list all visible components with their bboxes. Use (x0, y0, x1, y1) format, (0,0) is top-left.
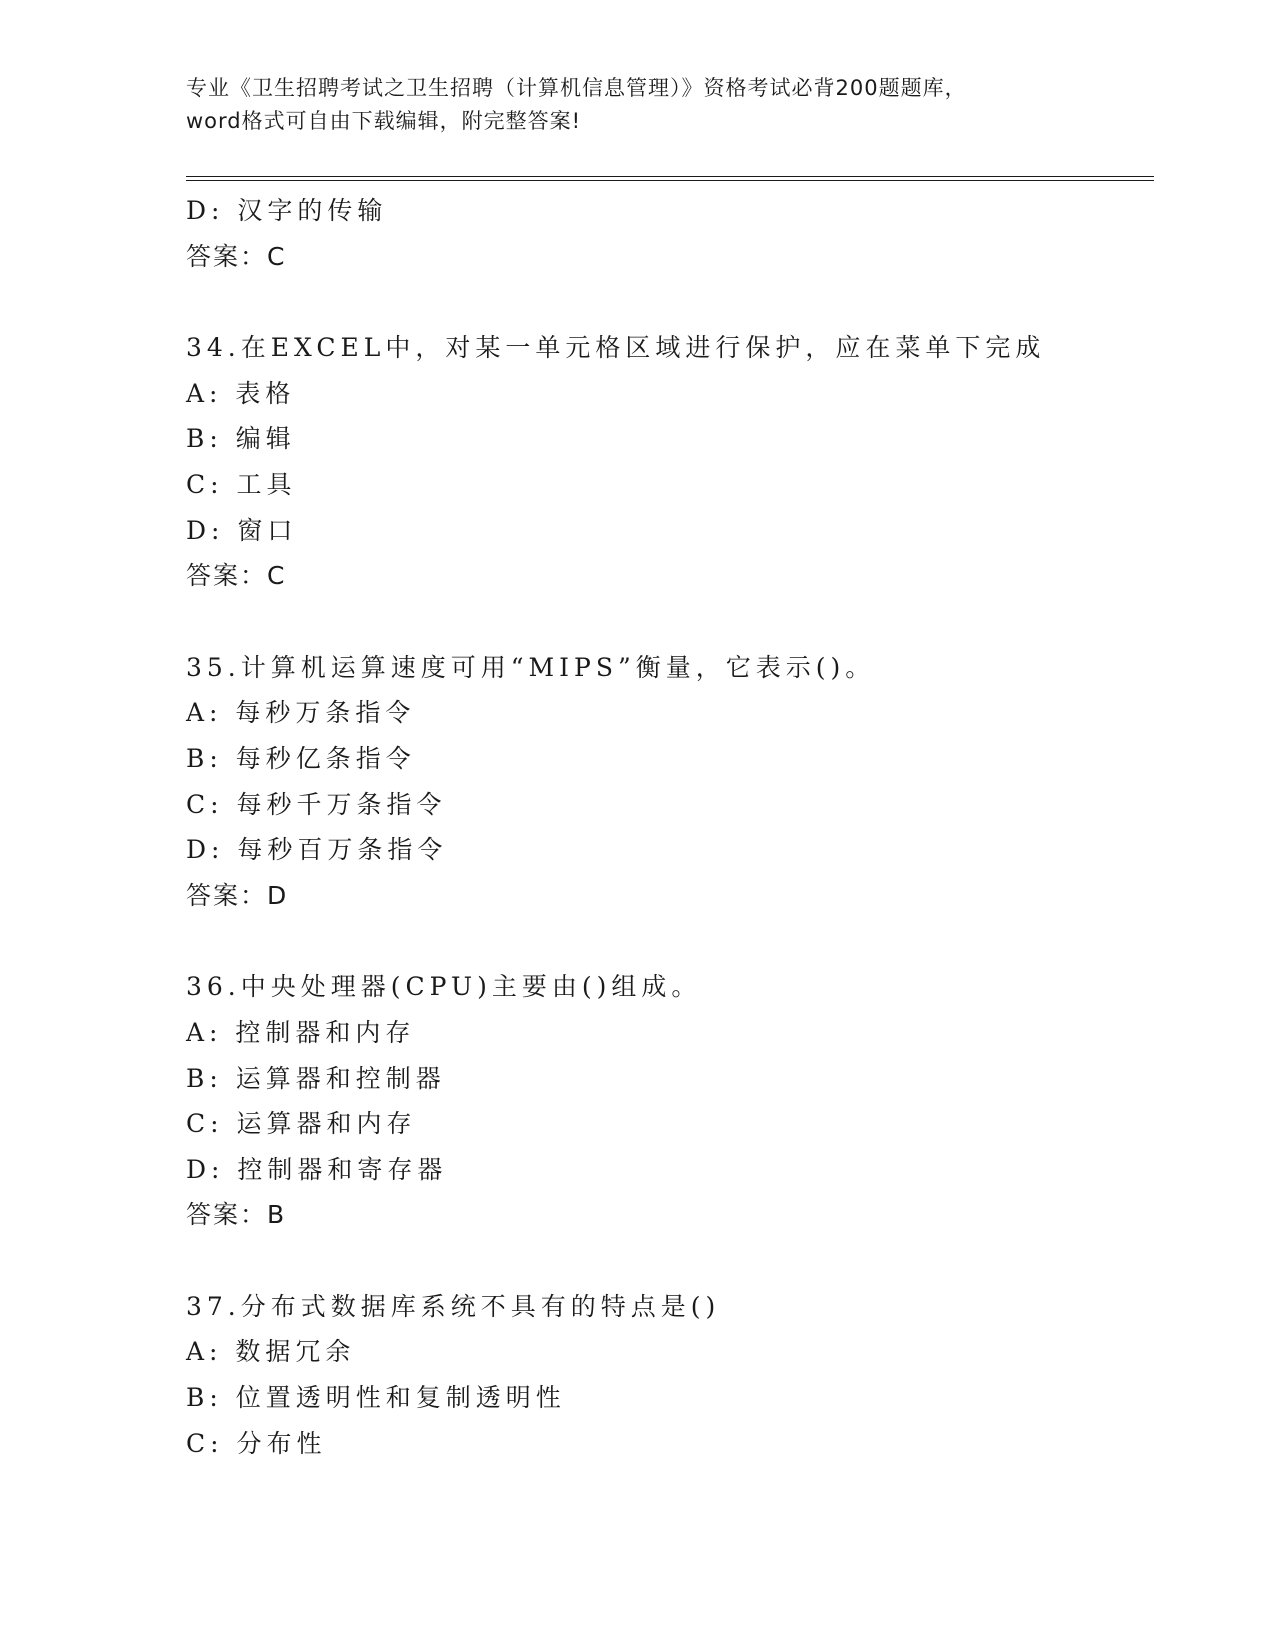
option-d: D: 控制器和寄存器 (186, 1154, 448, 1184)
question-title: 34.在EXCEL中，对某一单元格区域进行保护，应在菜单下完成 (186, 333, 1046, 363)
header-title-line-2: word格式可自由下载编辑，附完整答案! (186, 109, 582, 133)
question-34 (186, 325, 1154, 599)
answer: 答案：C (186, 241, 287, 271)
option-c: C: 运算器和内存 (186, 1109, 417, 1139)
option-b: B: 运算器和控制器 (186, 1063, 446, 1093)
answer: 答案：C (186, 561, 287, 591)
option-c: C: 工具 (186, 469, 297, 499)
question-title: 36.中央处理器(CPU)主要由()组成。 (186, 972, 702, 1002)
option-b: B: 位置透明性和复制透明性 (186, 1383, 566, 1413)
option-b: B: 编辑 (186, 424, 296, 454)
header-title-line-1: 专业《卫生招聘考试之卫生招聘（计算机信息管理）》资格考试必背200题题库， (186, 76, 967, 100)
option-d: D: 窗口 (186, 515, 298, 545)
partial-question (186, 188, 1154, 279)
option-a: A: 每秒万条指令 (186, 698, 416, 728)
question-title: 37.分布式数据库系统不具有的特点是() (186, 1291, 721, 1321)
question-37 (186, 1284, 1154, 1466)
question-36 (186, 964, 1154, 1238)
question-35 (186, 645, 1154, 919)
option-a: A: 数据冗余 (186, 1337, 356, 1367)
option-d: D: 汉字的传输 (186, 196, 388, 225)
question-title: 35.计算机运算速度可用“MIPS”衡量，它表示()。 (186, 652, 876, 682)
document-header (186, 72, 1086, 138)
answer: 答案：B (186, 1200, 287, 1230)
option-a: A: 控制器和内存 (186, 1017, 416, 1047)
option-a: A: 表格 (186, 378, 296, 408)
answer: 答案：D (186, 880, 289, 910)
header-divider (186, 176, 1154, 181)
option-c: C: 分布性 (186, 1428, 327, 1458)
option-d: D: 每秒百万条指令 (186, 835, 448, 865)
option-b: B: 每秒亿条指令 (186, 743, 416, 773)
option-c: C: 每秒千万条指令 (186, 789, 447, 819)
question-list (186, 188, 1154, 1466)
